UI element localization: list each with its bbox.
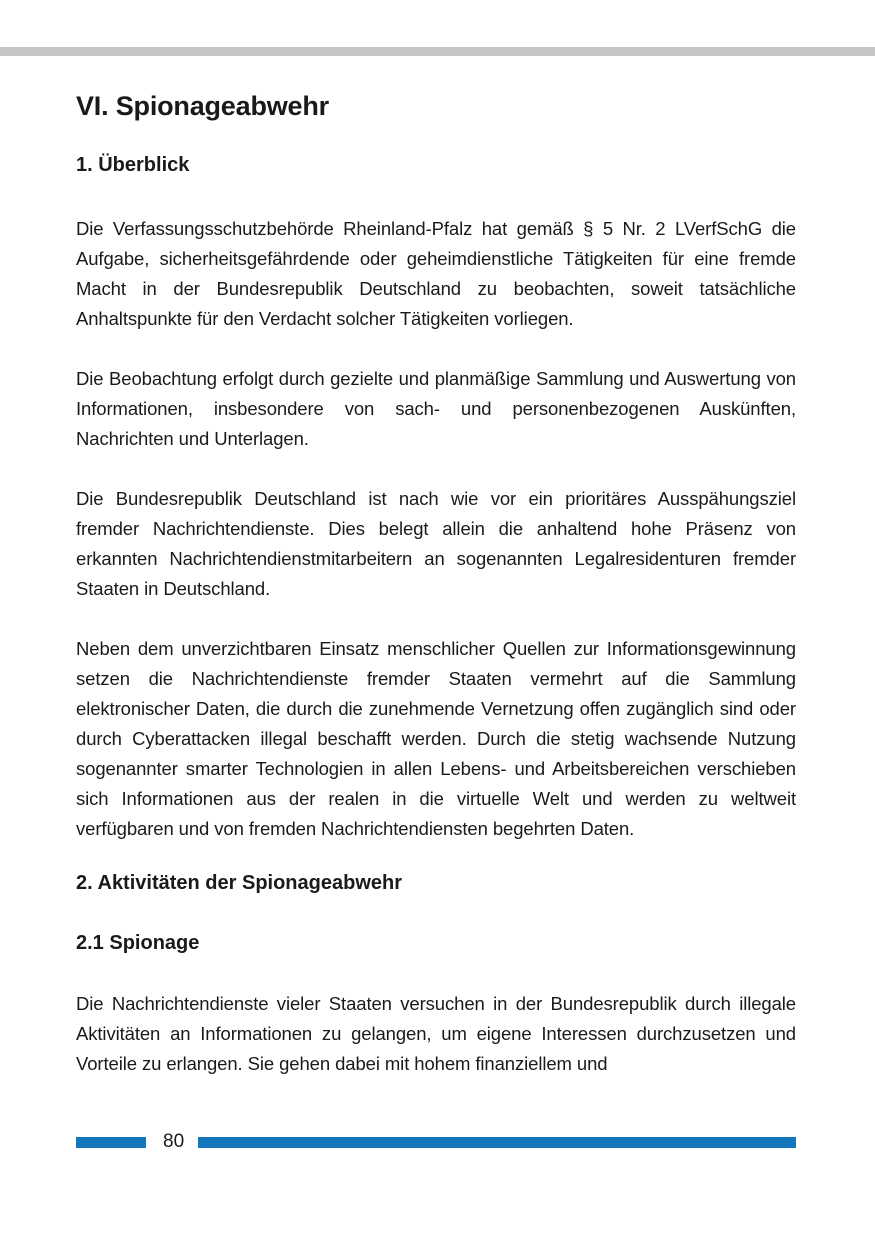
page-footer — [76, 1131, 796, 1152]
section-heading-aktivitaeten: 2. Aktivitäten der Spionageabwehr — [76, 872, 403, 894]
page-number: 80 — [163, 1131, 185, 1152]
section-heading-ueberblick: 1. Überblick — [76, 154, 190, 176]
page-content — [76, 0, 796, 1079]
footer-rule-left — [76, 1137, 146, 1148]
footer-rule-right — [198, 1137, 796, 1148]
chapter-title: VI. Spionageabwehr — [76, 91, 329, 121]
paragraph: Die Bundesrepublik Deutschland ist nach wie vor ein prioritäres Ausspähungsziel fremder Nachrichtendienste. Dies belegt allein die anhaltend hohe Präsenz von erkannten Nachrichtendienstmitarbeitern an sogenannten Legalresidenturen fremder Staaten in Deutschland. — [76, 488, 796, 599]
paragraph: Die Verfassungsschutzbehörde Rheinland-Pfalz hat gemäß § 5 Nr. 2 LVerfSchG die Aufgabe, sicherheitsgefährdende oder geheimdienstliche Tätigkeiten für eine fremde Macht in der Bundesrepublik Deutschland zu beobachten, soweit tatsächliche Anhaltspunkte für den Verdacht solcher Tätigkeiten vorliegen. — [76, 218, 796, 329]
paragraph: Die Nachrichtendienste vieler Staaten versuchen in der Bundesrepublik durch illegale Aktivitäten an Informationen zu gelangen, um eigene Interessen durchzusetzen und Vorteile zu erlangen. Sie gehen dabei mit hohem finanziellem und — [76, 993, 796, 1074]
paragraph: Die Beobachtung erfolgt durch gezielte und planmäßige Sammlung und Auswertung von Informationen, insbesondere von sach- und personenbezogenen Auskünften, Nachrichten und Unterlagen. — [76, 368, 796, 449]
subsection-heading-spionage: 2.1 Spionage — [76, 932, 200, 954]
paragraph: Neben dem unverzichtbaren Einsatz menschlicher Quellen zur Informationsgewinnung setzen die Nachrichtendienste fremder Staaten vermehrt auf die Sammlung elektronischer Daten, die durch die zunehmende Vernetzung offen zugänglich sind oder durch Cyberattacken illegal beschafft werden. Durch die stetig wachsende Nutzung sogenannter smarter Technologien in allen Lebens- und Arbeitsbereichen verschieben sich Informationen aus der realen in die virtuelle Welt und werden zu weltweit verfügbaren und von fremden Nachrichtendiensten begehrten Daten. — [76, 638, 796, 839]
